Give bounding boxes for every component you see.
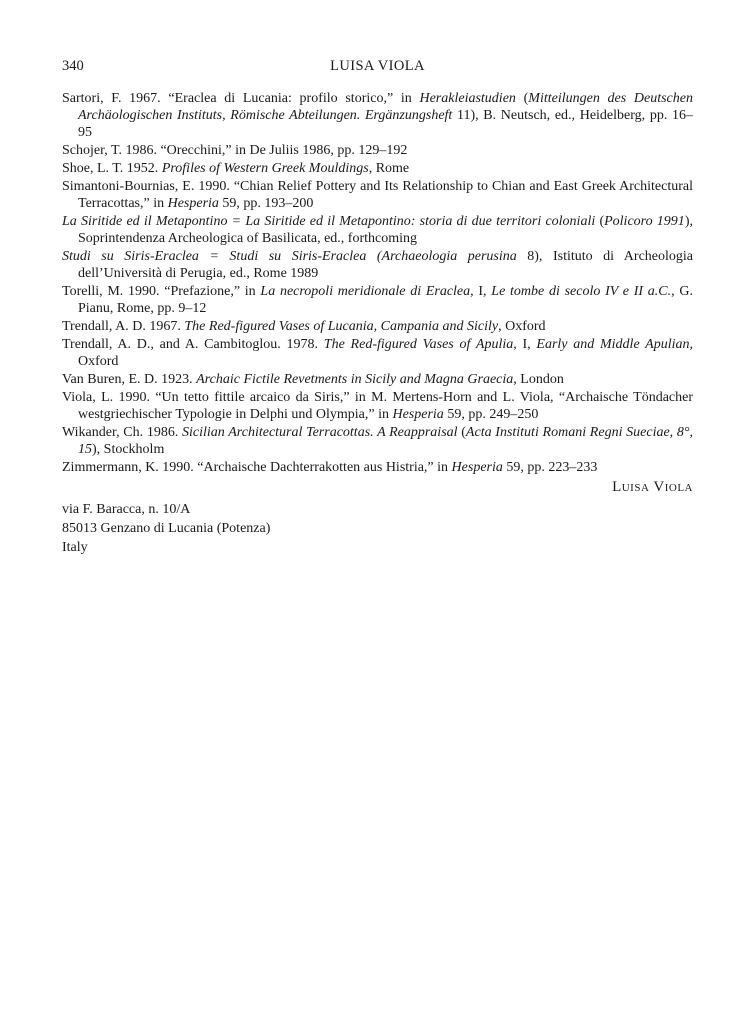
bibliography-entry [62,90,693,141]
author-signature: Luisa Viola [612,479,693,495]
citation-text: 59, pp. 223–233 [502,460,598,475]
italic-title: Hesperia [451,460,503,475]
bibliography-entry [62,424,693,458]
citation-text: , I, [470,284,492,299]
italic-title: Studi su Siris-Eraclea = Studi su Siris-Eraclea (Archaeologia perusina [62,249,517,264]
bibliography-entry [62,160,693,177]
bibliography-entry [62,371,693,388]
italic-title: Hesperia [167,196,219,211]
citation-text: 8), Istituto di Archeologia dell’Università di Perugia, ed., Rome 1989 [78,249,693,281]
italic-title: The Red-figured Vases of Lucania, Campania and Sicily [184,319,499,334]
address-line: Italy [62,540,88,555]
citation-text: , London [513,372,564,387]
citation-text: ), Stockholm [92,442,165,457]
citation-text: ( [457,425,466,440]
citation-text: , Rome [368,161,410,176]
citation-text: ), Soprintendenza Archeologica of Basilicata, ed., forthcoming [78,214,693,246]
citation-text: Torelli, M. 1990. “Prefazione,” in [62,284,261,299]
citation-text: Trendall, A. D. 1967. [62,319,185,334]
bibliography-list [62,90,693,477]
italic-title: Early and Middle Apulian [536,337,690,352]
citation-text: , I, [513,337,537,352]
italic-title: Herakleiastudien [419,91,516,106]
citation-text: ( [515,91,529,106]
running-title: LUISA VIOLA [330,58,425,74]
running-head [62,58,693,80]
italic-title: Le tombe di secolo IV e II a.C. [491,284,672,299]
bibliography-entry [62,336,693,370]
citation-text: Van Buren, E. D. 1923. [62,372,197,387]
italic-title: Hesperia [392,407,444,422]
citation-text: 11), B. Neutsch, ed., Heidelberg, pp. 16–95 [78,108,693,140]
italic-title: Sicilian Architectural Terracottas. A Reappraisal [182,425,458,440]
italic-title: Acta Instituti Romani Regni Sueciae, 8°, 15 [78,425,693,457]
citation-text: Sartori, F. 1967. “Eraclea di Lucania: profilo storico,” in [62,91,420,106]
author-address [62,500,270,557]
bibliography-entry [62,142,693,159]
citation-text: , Oxford [78,337,693,369]
citation-text: , G. Pianu, Rome, pp. 9–12 [78,284,693,316]
citation-text: ( [595,214,605,229]
citation-text: 59, pp. 193–200 [218,196,314,211]
bibliography-entry [62,459,693,476]
citation-text: Shoe, L. T. 1952. [62,161,162,176]
citation-text: 59, pp. 249–250 [443,407,539,422]
citation-text: , Oxford [498,319,546,334]
italic-title: Archaic Fictile Revetments in Sicily and Magna Graecia [196,372,514,387]
citation-text: Trendall, A. D., and A. Cambitoglou. 1978. [62,337,324,352]
citation-text: Zimmermann, K. 1990. “Archaische Dachterrakotten aus Histria,” in [62,460,452,475]
citation-text: Schojer, T. 1986. “Orecchini,” in De Juliis 1986, pp. 129–192 [62,143,408,158]
bibliography-entry [62,213,693,247]
italic-title: The Red-figured Vases of Apulia [323,337,514,352]
bibliography-entry [62,389,693,423]
citation-text: Viola, L. 1990. “Un tetto fittile arcaico da Siris,” in M. Mertens-Horn and L. Viola, “Archaische Töndacher westgriechischer Typologie in Delphi und Olympia,” in [62,390,693,422]
citation-text: Wikander, Ch. 1986. [62,425,183,440]
bibliography-entry [62,178,693,212]
address-line: 85013 Genzano di Lucania (Potenza) [62,521,271,536]
italic-title: La necropoli meridionale di Eraclea [260,284,471,299]
page-number: 340 [62,58,84,74]
bibliography-entry [62,248,693,282]
address-line: via F. Baracca, n. 10/A [62,502,191,517]
bibliography-entry [62,318,693,335]
citation-text: Simantoni-Bournias, E. 1990. “Chian Relief Pottery and Its Relationship to Chian and East Greek Architectural Terracottas,” in [62,179,693,211]
italic-title: Profiles of Western Greek Mouldings [161,161,369,176]
italic-title: La Siritide ed il Metapontino = La Siritide ed il Metapontino: storia di due territori coloniali [62,214,596,229]
italic-title: Mitteilungen des Deutschen Archäologischen Instituts, Römische Abteilungen. Ergänzungsheft [78,91,693,123]
italic-title: Policoro 1991 [604,214,685,229]
bibliography-entry [62,283,693,317]
